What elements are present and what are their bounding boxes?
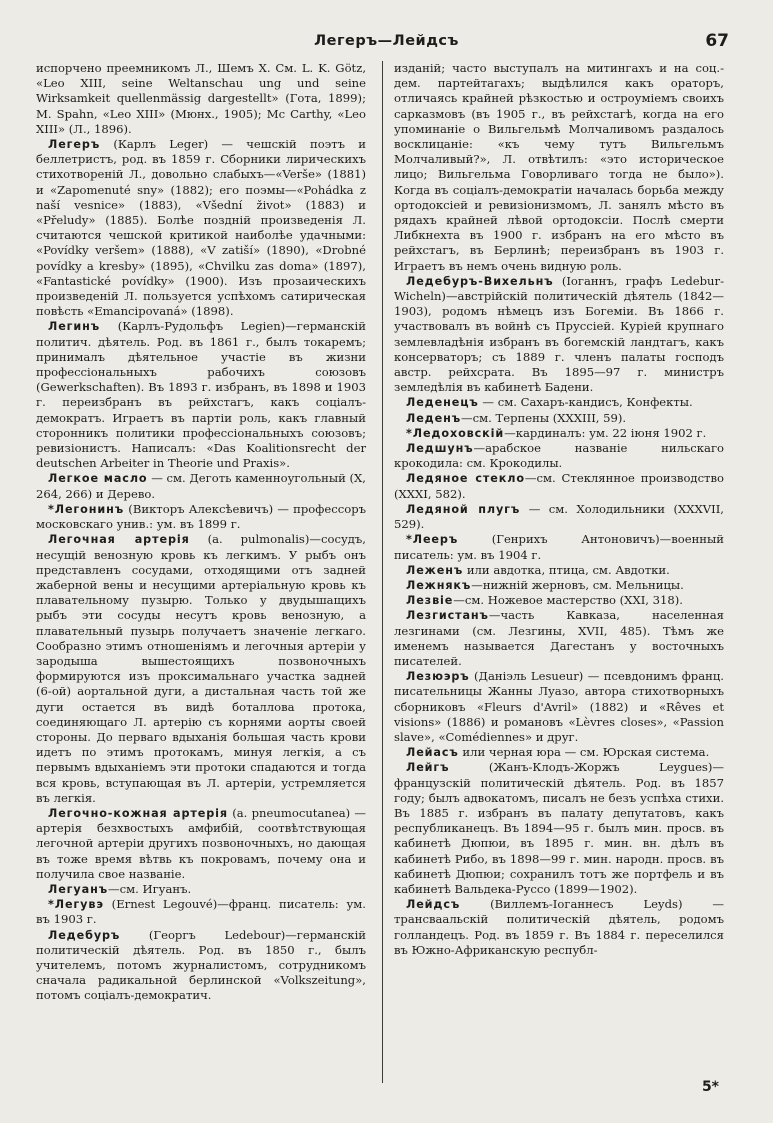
dictionary-entry — [36, 532, 366, 806]
dictionary-entry — [36, 471, 366, 501]
entry-headword: Ледяное стекло — [406, 472, 525, 486]
entry-text: —см. Терпены (XXXIII, 59). — [461, 410, 627, 425]
dictionary-entry — [394, 532, 724, 562]
dictionary-entry — [394, 608, 724, 669]
entry-text: — см. Деготь каменноугольный (X, 264, 266) и Дерево. — [36, 471, 366, 501]
entry-headword: Легочная артерія — [48, 533, 190, 547]
entry-headword: Леденъ — [406, 411, 462, 425]
entry-text: (Виллемъ-Іоганнесъ Leyds) — трансваальскій политическій дѣятель, родомъ голландецъ. Род. въ 1859 г. Въ 1884 г. переселился въ Южно-Африканскую республ- — [394, 897, 724, 957]
entry-text: (a. pulmonalis)—сосудъ, несущій венозную кровь къ легкимъ. У рыбъ онъ представленъ сосудами, отходящими отъ задней жаберной вены и несущими артеріальную кровь къ плавательному пузырю. Только у двудышащихъ рыбъ эти сосуды несутъ кровь венозную, а плавательный пузырь получаетъ значеніе легкаго. Сообразно этимъ отношеніямъ и легочныя артеріи у зародыша вышестоящихъ позвоночныхъ формируются изъ проксимальнаго участка задней (6-ой) аортальной дуги, а дистальная часть той же дуги остается въ видѣ боталлова протока, соединяющаго Л. артерію съ корнями аорты своей стороны. До перваго вдыханія большая часть крови идетъ по этимъ протокамъ, минуя легкія, а съ первымъ вдыханіемъ эти протоки спадаются и тогда вся кровь, вступающая въ Л. артеріи, устремляется въ легкія. — [36, 532, 366, 805]
entry-text: —арабское названіе нильскаго крокодила: см. Крокодилы. — [394, 441, 724, 471]
dictionary-entry — [36, 897, 366, 927]
entry-headword: Легинъ — [48, 320, 101, 334]
dictionary-entry — [394, 563, 724, 578]
entry-headword: Ледебуръ — [48, 928, 121, 942]
dictionary-entry — [394, 471, 724, 501]
entry-text: (Даніэль Lesueur) — псевдонимъ франц. писательницы Жанны Луазо, автора стихотворныхъ сборниковъ «Fleurs d'Avril» (1882) и «Rêves et visions» (1886) и романовъ «Lèvres closes», «Passion slave», «Comédiennes» и друг. — [394, 669, 724, 744]
entry-headword: Лейдсъ — [406, 898, 461, 912]
entry-headword: Леденецъ — [406, 396, 479, 410]
entry-text: —нижній жерновъ, см. Мельницы. — [471, 577, 684, 592]
entry-text: испорчено преемникомъ Л., Шемъ X. Cм. L. K. Götz, «Leo XIII, seine Weltanschau ung und seine Wirksamkeit quellenmässig dargestellt» (Гота, 1899); M. Spahn, «Leo XIII» (Мюнх., 1905); Mc Carthy, «Leo XIII» (Л., 1896). — [36, 61, 366, 136]
entry-text: (Ernest Legouvé)—франц. писатель: ум. въ 1903 г. — [36, 897, 366, 927]
dictionary-entry — [394, 897, 724, 958]
entry-headword: Лезвіе — [406, 594, 454, 608]
entry-headword: Ледяной плугъ — [406, 502, 521, 516]
dictionary-entry — [36, 928, 366, 1004]
entry-text: (Генрихъ Антоновичъ)—военный писатель: ум. въ 1904 г. — [394, 532, 724, 562]
page-number: 67 — [705, 31, 729, 51]
entry-text: —часть Кавказа, населенная лезгинами (см. Лезгины, XVII, 485). Тѣмъ же именемъ называется Дагестанъ у восточныхъ писателей. — [394, 608, 724, 668]
dictionary-entry — [36, 319, 366, 471]
dictionary-entry — [394, 502, 724, 532]
column-divider — [382, 61, 383, 1083]
entry-text: (Жанъ-Клодъ-Жоржъ Leygues)—французскій политическій дѣятель. Род. въ 1857 году; былъ адвокатомъ, писалъ не безъ успѣха стихи. Въ 1885 г. избранъ въ палату депутатовъ, какъ республиканецъ. Въ 1894—95 г. былъ мин. просв. въ кабинетѣ Дюпюи, въ 1895 г. мин. вн. дѣлъ въ кабинетѣ Рибо, въ 1898—99 г. мин. народн. просв. въ кабинетѣ Дюпюи; сохранилъ тотъ же портфель и въ кабинетѣ Вальдека-Руссо (1899—1902). — [394, 760, 724, 896]
dictionary-entry — [36, 502, 366, 532]
entry-text: —см. Игуанъ. — [108, 881, 192, 896]
entry-text: изданій; часто выступалъ на митингахъ и на соц.-дем. партейтагахъ; выдѣлился какъ ораторъ, отличаясь крайней рѣзкостью и остроуміемъ своихъ сарказмовъ (въ 1905 г., въ рейхстагѣ, когда на его упоминаніе о Вильгельмѣ Молчаливомъ раздалось восклицаніе: «къ чему тутъ Вильгельмъ Молчаливый?», Л. отвѣтилъ: «это историческое лицо; Вильгельма Говорливаго тогда не было»). Когда въ соціалъ-демократіи началась борьба между ортодоксіей и ревизіонизмомъ, Л. занялъ мѣсто въ рядахъ крайней лѣвой ортодоксіи. Послѣ смерти Либкнехта въ 1900 г. избранъ на его мѣсто въ рейхстагъ, въ Берлинѣ; переизбранъ въ 1903 г. Играетъ въ немъ очень видную роль. — [394, 61, 724, 273]
entry-text: —см. Ножевое мастерство (XXI, 318). — [453, 593, 683, 608]
entry-text: (Карлъ Leger) — чешскій поэтъ и беллетристъ, род. въ 1859 г. Сборники лирическихъ стихотвореній Л., довольно слабыхъ—«Verše» (1881) и «Zapomenuté sny» (1882); его поэмы—«Pohádka z naší vesnice» (1883), «Všední život» (1883) и «Přeludy» (1885). Болѣе поздній произведенія Л. считаются чешской критикой наиболѣе удачными: «Povídky veršem» (1888), «V zatiší» (1890), «Drobné povídky a kresby» (1895), «Chvilku zas doma» (1897), «Fantastické povídky» (1900). Изъ прозаическихъ произведеній Л. пользуется успѣхомъ сатирическая повѣсть «Emancipovaná» (1898). — [36, 137, 366, 319]
entry-text: или авдотка, птица, см. Авдотки. — [463, 562, 670, 577]
dictionary-entry — [394, 760, 724, 897]
dictionary-entry — [394, 426, 724, 441]
dictionary-entry — [36, 137, 366, 319]
entry-text: — см. Сахаръ-кандисъ, Конфекты. — [478, 395, 693, 410]
entry-headword: Лезюэръ — [406, 670, 470, 684]
dictionary-entry — [36, 806, 366, 882]
entry-text: (a. pneumocutanea) — артерія безхвостыхъ амфибій, соотвѣтствующая легочной артеріи другихъ позвоночныхъ, но дающая въ тоже время вѣтвь къ покровамъ, почему она и получила свое названіе. — [36, 805, 366, 881]
dictionary-entry — [394, 395, 724, 410]
dictionary-entry — [36, 882, 366, 897]
entry-text: (Георгъ Ledebour)—германскій политическій дѣятель. Род. въ 1850 г., былъ учителемъ, потомъ журналистомъ, сотрудникомъ сначала радикальной берлинской «Volkszeitung», потомъ соціалъ-демократич. — [36, 927, 366, 1003]
dictionary-entry — [394, 578, 724, 593]
entry-text: —кардиналъ: ум. 22 іюня 1902 г. — [504, 425, 707, 440]
entry-text: — см. Холодильники (XXXVII, 529). — [394, 501, 724, 532]
dictionary-entry — [394, 441, 724, 471]
entry-headword: Легочно-кожная артерія — [48, 806, 228, 820]
entry-headword: Лейгъ — [406, 761, 450, 775]
dictionary-entry — [394, 745, 724, 760]
right-column — [394, 61, 724, 958]
entry-text: (Іоганнъ, графъ Ledebur-Wicheln)—австрійскій политическій дѣятель (1842—1903), родомъ нѣмецъ изъ Богеміи. Въ 1866 г. участвовалъ въ войнѣ съ Пруссіей. Куріей крупнаго землевладѣнія избранъ въ богемскій ландтагъ, какъ консерваторъ; съ 1889 г. членъ палаты господъ австр. рейхсрата. Въ 1895—97 г. министръ земледѣлія въ кабинетѣ Бадени. — [394, 273, 724, 395]
entry-continuation — [394, 61, 724, 274]
entry-headword: Легкое масло — [48, 472, 148, 486]
entry-headword: *Ледоховскій — [406, 426, 505, 440]
entry-headword: *Лееръ — [406, 533, 459, 547]
entry-headword: Лейасъ — [406, 746, 459, 760]
entry-headword: Леженъ — [406, 563, 464, 577]
left-column — [36, 61, 366, 1004]
entry-headword: *Легонинъ — [48, 502, 125, 516]
running-header: Легеръ—Лейдсъ — [314, 33, 459, 49]
dictionary-entry — [394, 274, 724, 396]
entry-headword: Легеръ — [48, 138, 101, 152]
entry-continuation — [36, 61, 366, 137]
dictionary-entry — [394, 593, 724, 608]
entry-headword: Лежнякъ — [406, 578, 472, 592]
entry-text: —см. Стеклянное производство (XXXI, 582). — [394, 471, 724, 501]
dictionary-entry — [394, 669, 724, 745]
entry-text: или черная юра — см. Юрская система. — [458, 745, 710, 760]
entry-text: (Карлъ-Рудольфъ Legien)—германскій политич. дѣятель. Род. въ 1861 г., былъ токаремъ; принималъ дѣятельное участіе въ жизни профессіональныхъ рабочихъ союзовъ (Gewerkschaften). Въ 1893 г. избранъ, въ 1898 и 1903 г. переизбранъ въ рейхстагъ, какъ соціалъ-демократъ. Играетъ въ партіи роль, какъ главный сторонникъ политики профессіональныхъ союзовъ; ревизіонистъ. Написалъ: «Das Koalitionsrecht der deutschen Arbeiter in Theorie und Praxis». — [36, 319, 366, 471]
entry-headword: Легуанъ — [48, 882, 109, 896]
entry-headword: Ледебуръ-Вихельнъ — [406, 274, 554, 288]
dictionary-entry — [394, 411, 724, 426]
entry-headword: Лезгистанъ — [406, 609, 489, 623]
signature-mark: 5* — [701, 1079, 719, 1095]
entry-headword: *Легувэ — [48, 898, 104, 912]
entry-text: (Викторъ Алексѣевичъ) — профессоръ московскаго унив.: ум. въ 1899 г. — [36, 501, 366, 532]
entry-headword: Ледшунъ — [406, 442, 474, 456]
